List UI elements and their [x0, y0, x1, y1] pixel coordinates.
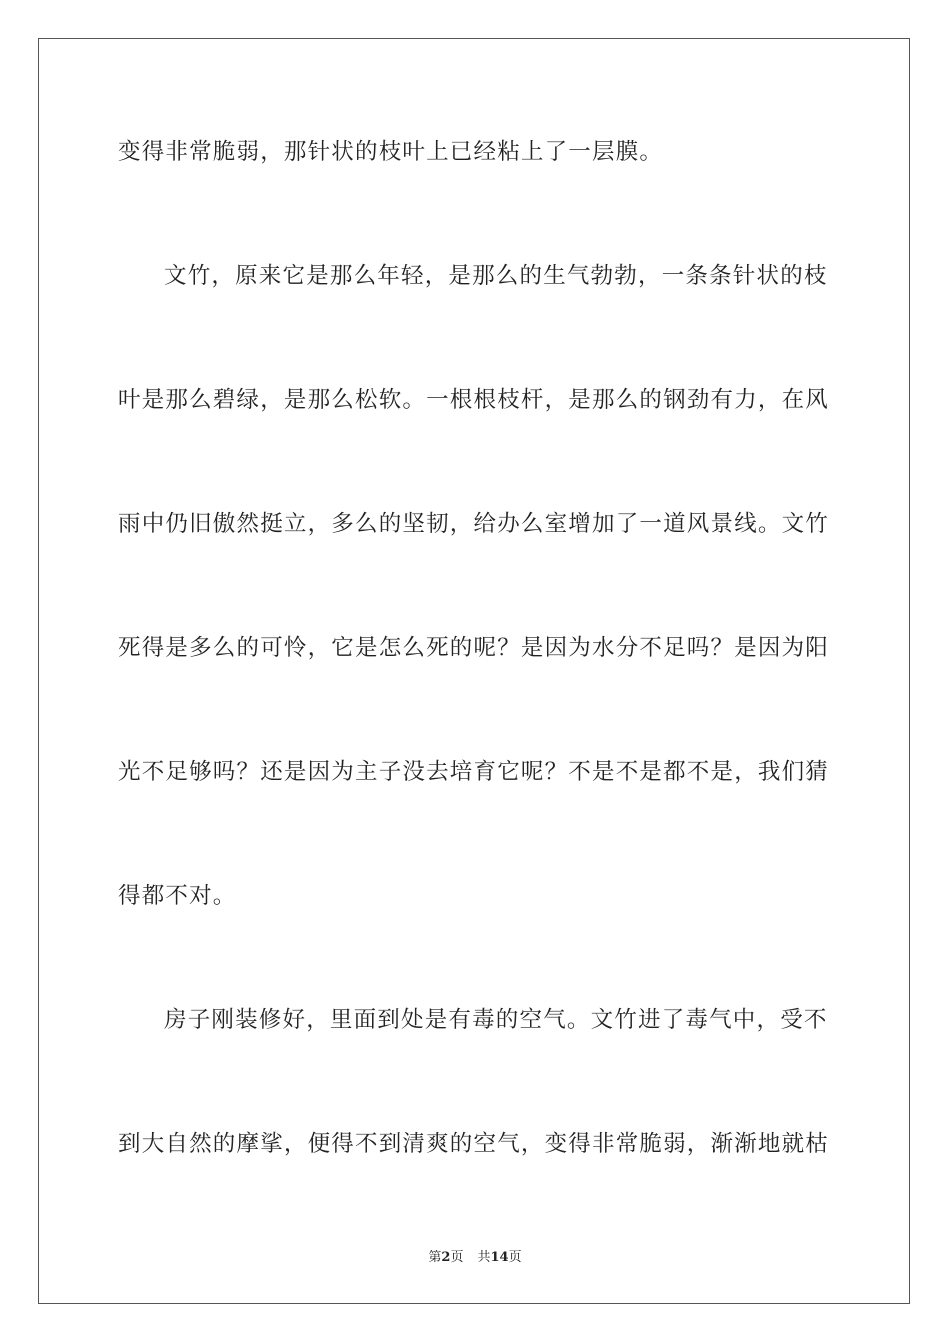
text-line-8: 房子刚装修好，里面到处是有毒的空气。文竹进了毒气中，受不 [164, 1007, 828, 1033]
text-line-2: 文竹，原来它是那么年轻，是那么的生气勃勃，一条条针状的枝 [164, 263, 828, 289]
text-line-3: 叶是那么碧绿，是那么松软。一根根枝杆，是那么的钢劲有力，在风 [118, 387, 830, 413]
total-prefix: 共 [477, 1250, 491, 1265]
total-pages: 14 [490, 1250, 509, 1265]
text-line-9: 到大自然的摩挲，便得不到清爽的空气，变得非常脆弱，渐渐地就枯 [118, 1131, 830, 1157]
text-line-4: 雨中仍旧傲然挺立，多么的坚韧，给办么室增加了一道风景线。文竹 [118, 511, 830, 537]
text-line-5: 死得是多么的可怜，它是怎么死的呢？是因为水分不足吗？是因为阳 [118, 635, 830, 661]
total-suffix: 页 [508, 1250, 522, 1265]
page-prefix: 第 [428, 1250, 442, 1265]
page-frame [38, 38, 910, 1304]
page-suffix: 页 [450, 1250, 464, 1265]
text-line-6: 光不足够吗？还是因为主子没去培育它呢？不是不是都不是，我们猜 [118, 759, 830, 785]
text-line-1: 变得非常脆弱，那针状的枝叶上已经粘上了一层膜。 [118, 139, 664, 165]
text-line-7: 得都不对。 [118, 883, 237, 909]
page-footer [0, 1246, 950, 1265]
page-number: 2 [441, 1250, 451, 1265]
